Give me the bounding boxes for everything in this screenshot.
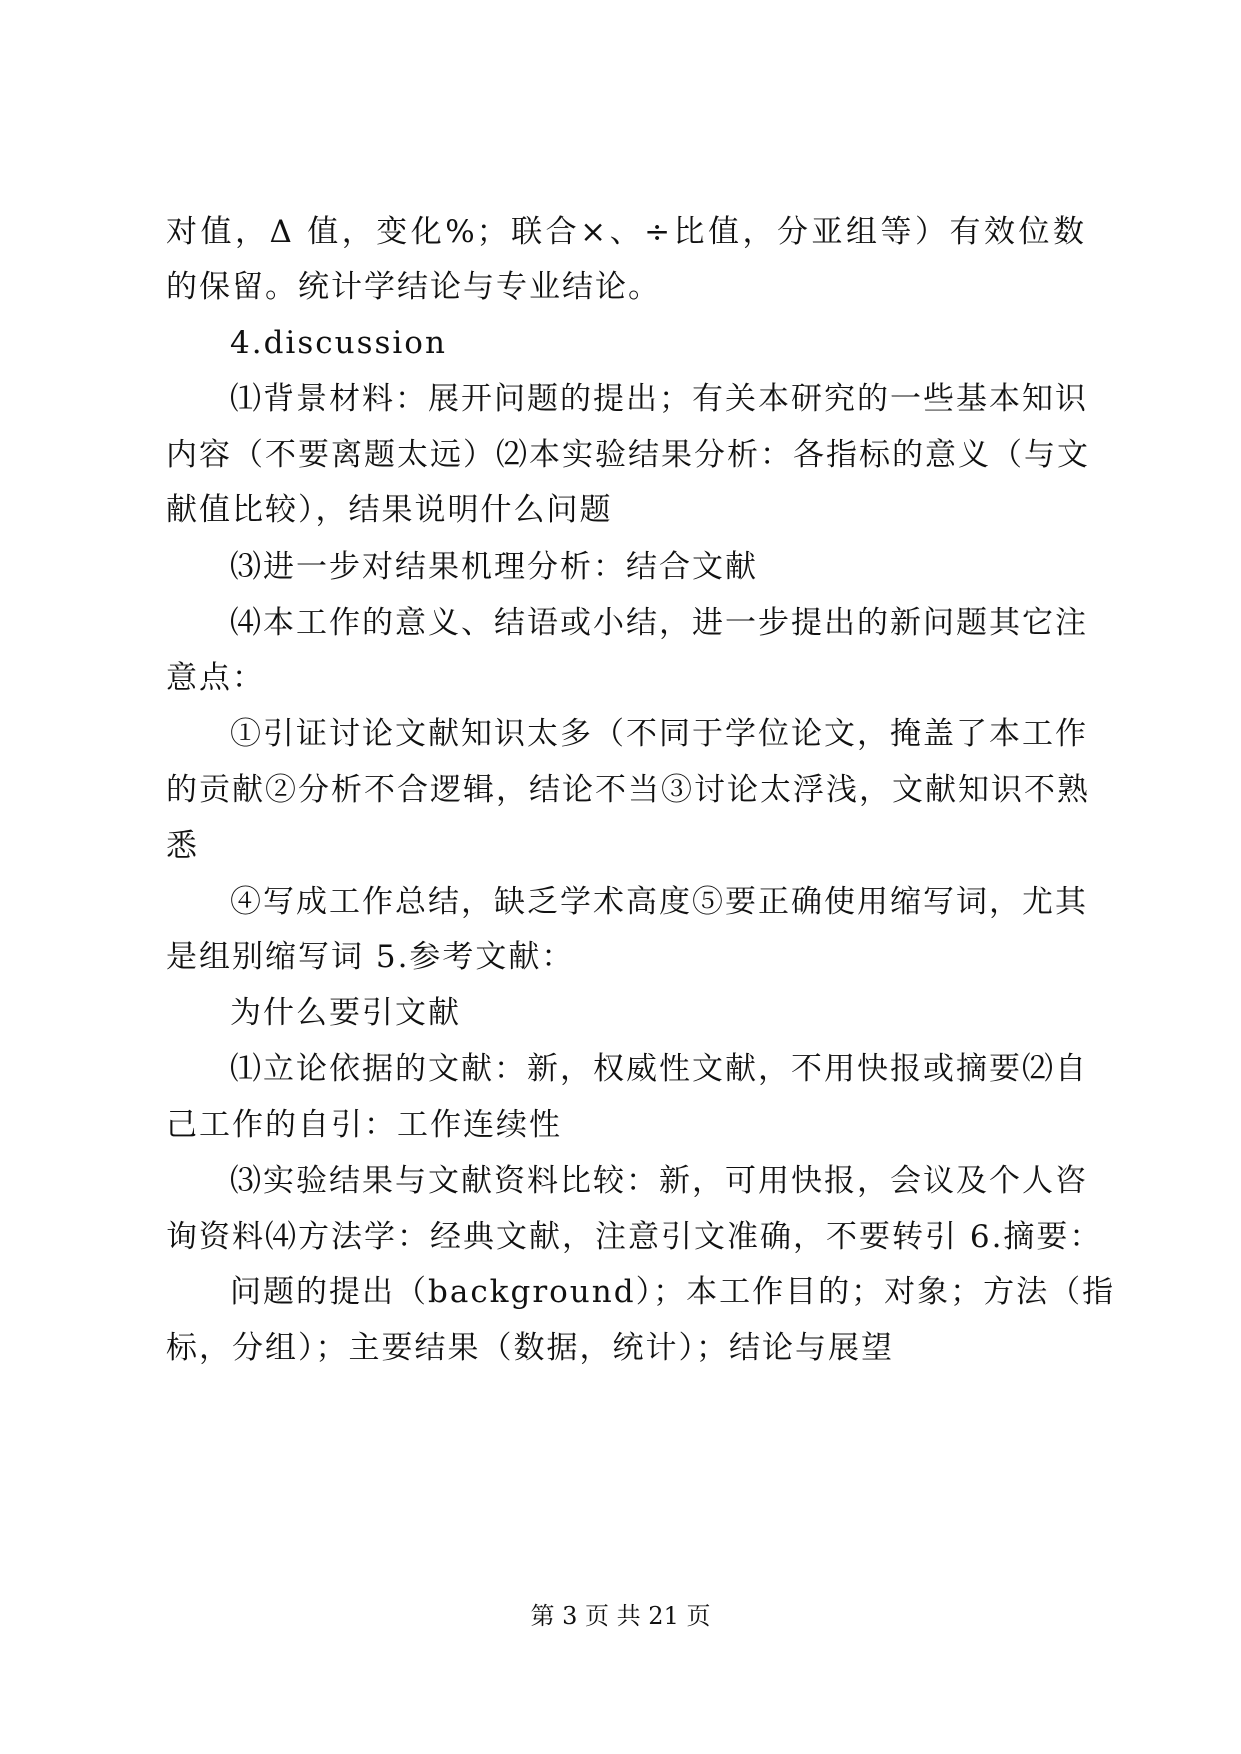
paragraph-line: ⑴立论依据的文献：新，权威性文献，不用快报或摘要⑵自 (230, 1051, 1088, 1087)
paragraph-line: 是组别缩写词 5.参考文献： (166, 939, 575, 975)
paragraph-line: 献值比较），结果说明什么问题 (166, 492, 613, 528)
paragraph-line: 标，分组）；主要结果（数据，统计）；结论与展望 (166, 1330, 894, 1366)
section-heading: 4.discussion (230, 325, 447, 361)
paragraph-line: 的保留。统计学结论与专业结论。 (166, 269, 661, 305)
paragraph-line: 意点： (166, 660, 265, 696)
paragraph-line: 询资料⑷方法学：经典文献，注意引文准确，不要转引 6.摘要： (166, 1219, 1103, 1255)
paragraph-line: ④写成工作总结，缺乏学术高度⑤要正确使用缩写词，尤其 (230, 884, 1088, 920)
paragraph-line: 对值，Δ 值，变化%；联合×、÷比值，分亚组等）有效位数 (166, 214, 1086, 250)
paragraph-line: 悉 (166, 828, 199, 864)
paragraph-line: 的贡献②分析不合逻辑，结论不当③讨论太浮浅，文献知识不熟 (166, 772, 1090, 808)
paragraph-line: ⑴背景材料：展开问题的提出；有关本研究的一些基本知识 (230, 381, 1088, 417)
page-number-footer: 第 3 页 共 21 页 (530, 1602, 711, 1630)
paragraph-line: 己工作的自引：工作连续性 (166, 1107, 562, 1143)
paragraph-line: ⑷本工作的意义、结语或小结，进一步提出的新问题其它注 (230, 605, 1088, 641)
paragraph-line: 内容（不要离题太远）⑵本实验结果分析：各指标的意义（与文 (166, 437, 1090, 473)
paragraph-line: 为什么要引文献 (230, 995, 461, 1031)
paragraph-line: ⑶实验结果与文献资料比较：新，可用快报，会议及个人咨 (230, 1163, 1088, 1199)
paragraph-line: ⑶进一步对结果机理分析：结合文献 (230, 549, 758, 585)
paragraph-line: 问题的提出（background）；本工作目的；对象；方法（指 (230, 1274, 1116, 1310)
paragraph-line: ①引证讨论文献知识太多（不同于学位论文，掩盖了本工作 (230, 716, 1088, 752)
